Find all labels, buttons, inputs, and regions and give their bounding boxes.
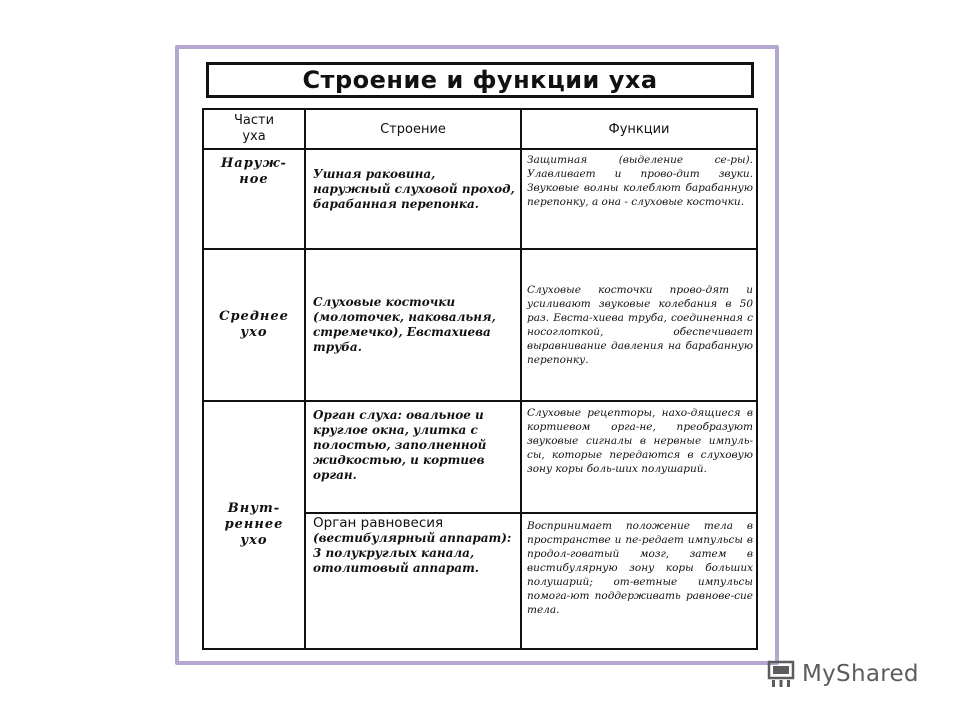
table-row-outer — [203, 149, 757, 249]
structure-balance-organ: Орган равновесия (вестибулярный аппарат): 3 полукруглых канала, отолитовый аппарат. — [305, 513, 521, 649]
functions-middle: Слуховые косточки прово-дят и усиливают звуковые колебания в 50 раз. Евста-хиева труба, соединенная с носоглоткой, обеспечивает выравнивание давления на барабанную перепонку. — [521, 249, 757, 401]
structure-hearing-organ: Орган слуха: овальное и круглое окна, улитка с полостью, заполненной жидкостью, и кортиев орган. — [305, 401, 521, 513]
page-title: Строение и функции уха — [302, 66, 658, 94]
header-parts: Части уха — [203, 109, 305, 149]
part-outer: Наруж- ное — [203, 149, 305, 249]
functions-balance-organ: Воспринимает положение тела в пространстве и пе-редает импульсы в продол-говатый мозг, затем в вистибулярную зону коры больших полушарий; от-ветные импульсы помога-ют поддерживать равнове-сие тела. — [521, 513, 757, 649]
table-row-middle — [203, 249, 757, 401]
myshared-watermark — [766, 656, 919, 692]
functions-outer: Защитная (выделение се-ры). Улавливает и прово-дит звуки. Звуковые волны колеблют барабанную перепонку, а она - слуховые косточки. — [521, 149, 757, 249]
header-functions: Функции — [521, 109, 757, 149]
header-structure: Строение — [305, 109, 521, 149]
structure-middle: Слуховые косточки (молоточек, наковальня, стремечко), Евстахиева труба. — [305, 249, 521, 401]
part-middle: Среднее ухо — [203, 249, 305, 401]
ear-table — [202, 108, 758, 650]
table-row-inner-hearing — [203, 401, 757, 513]
functions-hearing-organ: Слуховые рецепторы, нахо-дящиеся в кортиевом орга-не, преобразуют звуковые сигналы в нервные импуль-сы, которые передаются в слуховую зону коры боль-ших полушарий. — [521, 401, 757, 513]
table-header-row — [203, 109, 757, 149]
presentation-board-icon — [766, 659, 796, 689]
structure-outer: Ушная раковина, наружный слуховой проход, барабанная перепонка. — [305, 149, 521, 249]
part-inner: Внут- реннее ухо — [203, 401, 305, 649]
balance-organ-heading: Орган равновесия — [313, 515, 444, 531]
title-box — [206, 62, 754, 98]
watermark-text: MyShared — [802, 661, 919, 687]
